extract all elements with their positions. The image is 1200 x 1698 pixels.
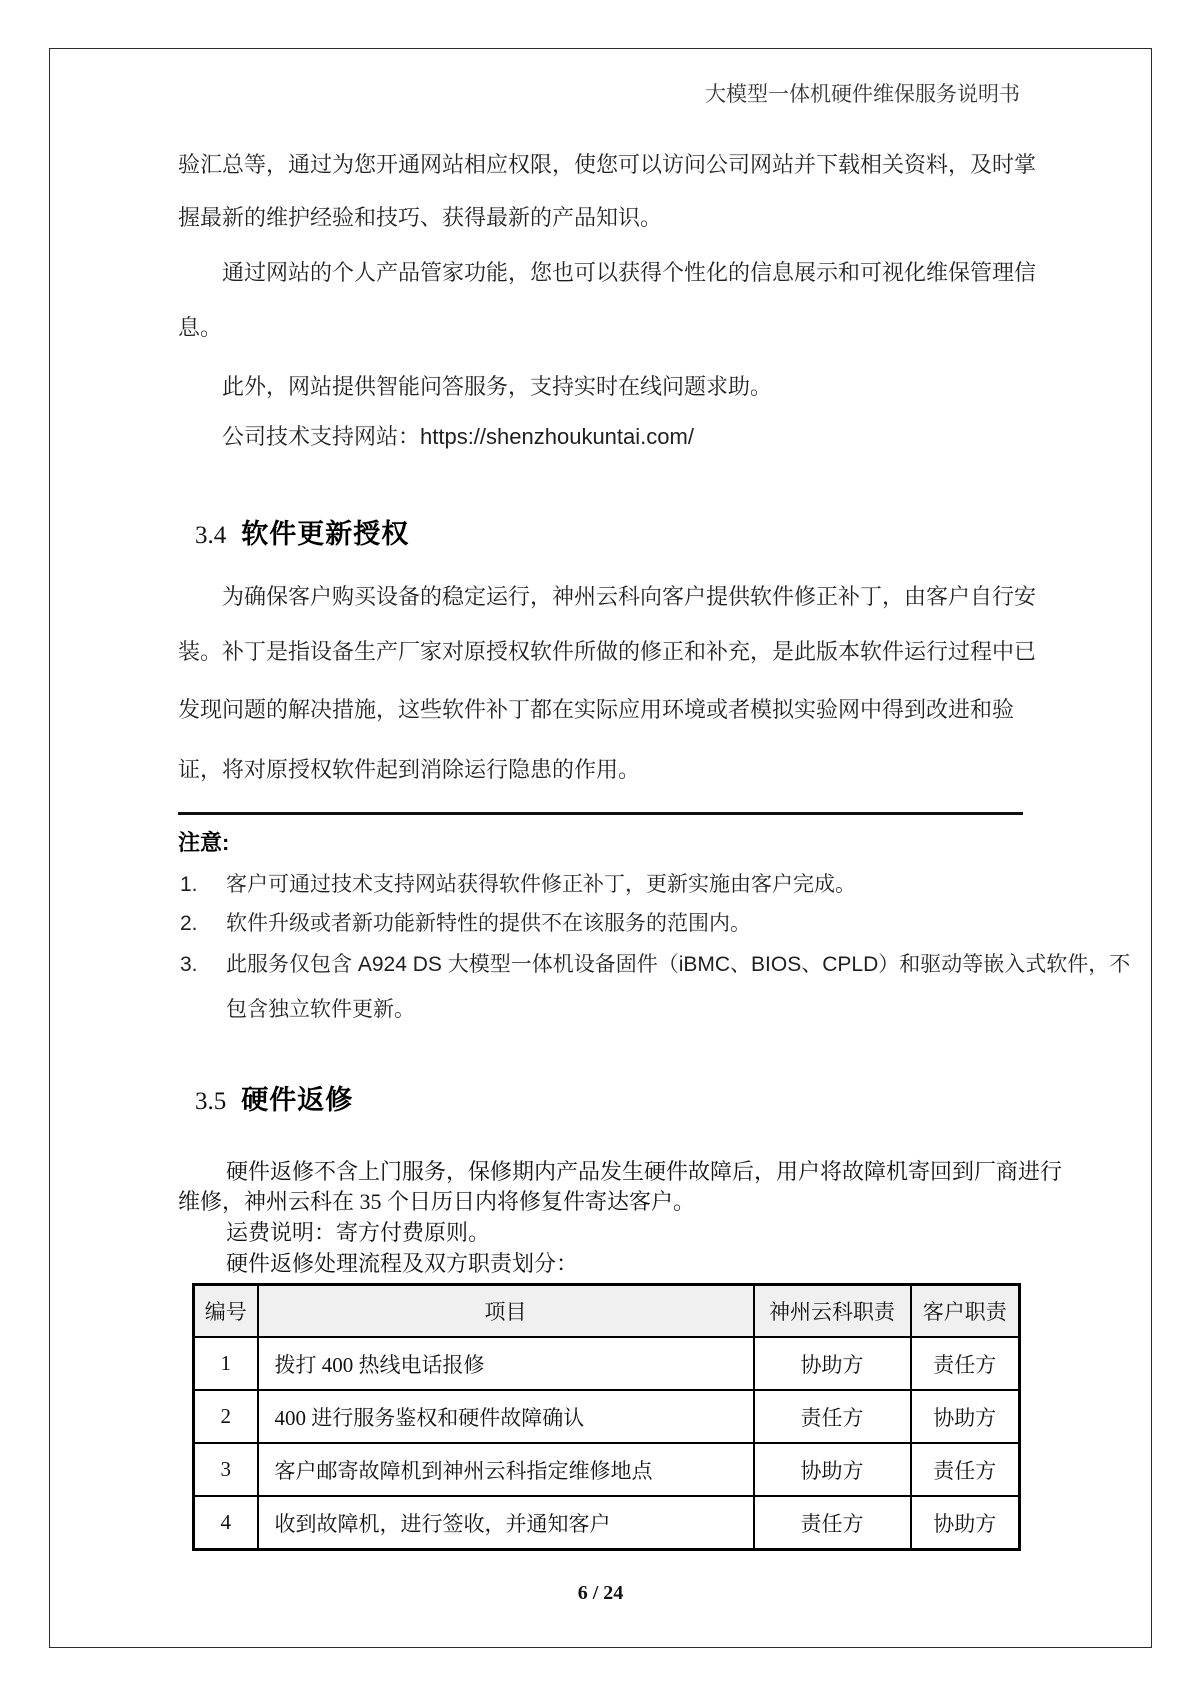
document-header-title: 大模型一体机硬件维保服务说明书 xyxy=(705,82,1020,106)
section-3-5-body-line-2: 维修，神州云科在 35 个日历日内将修复件寄达客户。 xyxy=(178,1189,696,1214)
section-3-4-heading xyxy=(195,512,409,551)
section-3-4-body-line-2: 装。补丁是指设备生产厂家对原授权软件所做的修正和补充，是此版本软件运行过程中已 xyxy=(178,639,1037,664)
table-row xyxy=(194,1496,1020,1550)
section-3-4-body-line-3: 发现问题的解决措施，这些软件补丁都在实际应用环境或者模拟实验网中得到改进和验 xyxy=(178,697,1015,722)
note-item-3-text: 此服务仅包含 A924 DS 大模型一体机设备固件（iBMC、BIOS、CPLD）和驱动等嵌入式软件，不 xyxy=(226,953,1131,976)
section-3-5-body-line-4-table-caption: 硬件返修处理流程及双方职责划分： xyxy=(226,1251,579,1276)
intro-line-6-support-site-url: 公司技术支持网站：https://shenzhoukuntai.com/ xyxy=(222,424,694,449)
row-3-item: 客户邮寄故障机到神州云科指定维修地点 xyxy=(258,1443,754,1496)
note-item-3-continuation: 包含独立软件更新。 xyxy=(226,998,415,1021)
note-item-2 xyxy=(180,911,751,936)
intro-line-1: 验汇总等，通过为您开通网站相应权限，使您可以访问公司网站并下载相关资料，及时掌 xyxy=(178,152,1037,177)
row-2-vendor: 责任方 xyxy=(754,1390,911,1443)
notes-label: 注意: xyxy=(178,830,230,855)
section-3-5-heading xyxy=(195,1078,353,1117)
row-4-item: 收到故障机，进行签收，并通知客户 xyxy=(258,1496,754,1550)
page-number: 6 / 24 xyxy=(577,1582,624,1604)
row-3-number: 3 xyxy=(194,1443,258,1496)
responsibilities-table xyxy=(192,1283,1021,1551)
row-1-item: 拨打 400 热线电话报修 xyxy=(258,1337,754,1390)
row-3-customer: 责任方 xyxy=(911,1443,1020,1496)
row-4-vendor: 责任方 xyxy=(754,1496,911,1550)
note-divider-rule xyxy=(178,812,1023,815)
table-row xyxy=(194,1390,1020,1443)
row-2-item: 400 进行服务鉴权和硬件故障确认 xyxy=(258,1390,754,1443)
intro-line-2: 握最新的维护经验和技巧、获得最新的产品知识。 xyxy=(178,205,663,230)
table-row xyxy=(194,1337,1020,1390)
section-3-4-body-line-1: 为确保客户购买设备的稳定运行，神州云科向客户提供软件修正补丁，由客户自行安 xyxy=(222,584,1037,609)
row-4-number: 4 xyxy=(194,1496,258,1550)
section-3-5-title: 硬件返修 xyxy=(241,1085,354,1115)
section-3-5-number: 3.5 xyxy=(195,1088,227,1115)
section-3-4-body-line-4: 证，将对原授权软件起到消除运行隐患的作用。 xyxy=(178,757,641,782)
table-header-vendor: 神州云科职责 xyxy=(754,1285,911,1338)
row-3-vendor: 协助方 xyxy=(754,1443,911,1496)
note-item-3-number: 3. xyxy=(180,953,198,976)
intro-line-3: 通过网站的个人产品管家功能，您也可以获得个性化的信息展示和可视化维保管理信 xyxy=(222,260,1037,285)
row-4-customer: 协助方 xyxy=(911,1496,1020,1550)
note-item-2-number: 2. xyxy=(180,912,198,935)
table-header-item: 项目 xyxy=(258,1285,754,1338)
intro-line-5: 此外，网站提供智能问答服务，支持实时在线问题求助。 xyxy=(222,374,773,399)
section-3-4-number: 3.4 xyxy=(195,522,227,549)
note-item-1-text: 客户可通过技术支持网站获得软件修正补丁，更新实施由客户完成。 xyxy=(226,873,856,896)
row-1-vendor: 协助方 xyxy=(754,1337,911,1390)
note-item-2-text: 软件升级或者新功能新特性的提供不在该服务的范围内。 xyxy=(226,912,751,935)
section-3-5-body-line-1: 硬件返修不含上门服务，保修期内产品发生硬件故障后，用户将故障机寄回到厂商进行 xyxy=(226,1159,1063,1184)
section-3-4-title: 软件更新授权 xyxy=(241,519,410,549)
section-3-5-body-line-3-shipping-note: 运费说明：寄方付费原则。 xyxy=(226,1220,491,1245)
intro-line-4: 息。 xyxy=(178,315,223,340)
note-item-3 xyxy=(180,952,1130,977)
row-1-customer: 责任方 xyxy=(911,1337,1020,1390)
note-item-1 xyxy=(180,872,856,897)
row-1-number: 1 xyxy=(194,1337,258,1390)
table-header-customer: 客户职责 xyxy=(911,1285,1020,1338)
table-header-row xyxy=(194,1285,1020,1338)
row-2-customer: 协助方 xyxy=(911,1390,1020,1443)
note-item-1-number: 1. xyxy=(180,873,198,896)
row-2-number: 2 xyxy=(194,1390,258,1443)
table-header-number: 编号 xyxy=(194,1285,258,1338)
table-row xyxy=(194,1443,1020,1496)
